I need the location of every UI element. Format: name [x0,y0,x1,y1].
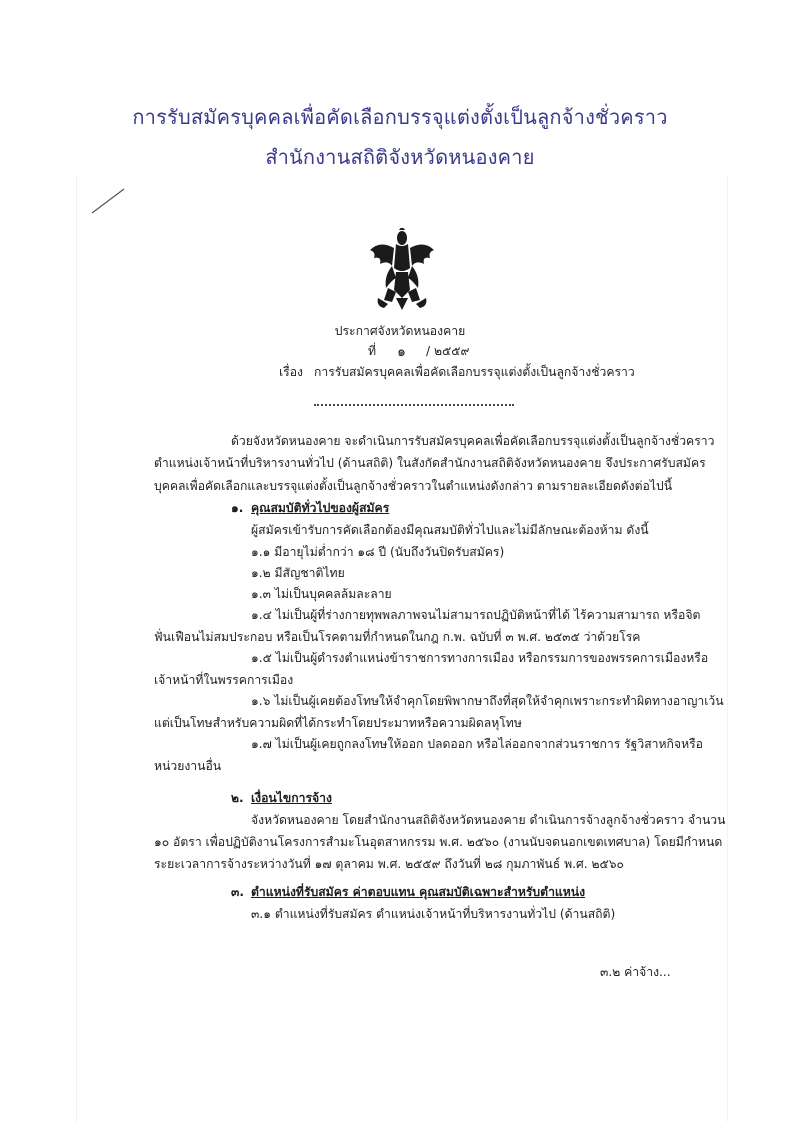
continuation-note: ๓.๒ ค่าจ้าง... [600,965,671,979]
pen-stroke-mark [90,186,130,216]
list-item: ๑.๓ ไม่เป็นบุคคลล้มละลาย [251,587,392,601]
section-lead: ผู้สมัครเข้ารับการคัดเลือกต้องมีคุณสมบัติทั่วไปและไม่มีลักษณะต้องห้าม ดังนี้ [251,523,649,537]
list-item: ๑.๒ มีสัญชาติไทย [251,566,345,580]
paragraph-line: จังหวัดหนองคาย โดยสำนักงานสถิติจังหวัดหนองคาย ดำเนินการจ้างลูกจ้างชั่วคราว จำนวน [251,813,726,827]
section-heading: เงื่อนไขการจ้าง [251,791,332,805]
section-number: ๑. [231,501,244,515]
intro-line: ด้วยจังหวัดหนองคาย จะดำเนินการรับสมัครบุคคลเพื่อคัดเลือกบรรจุแต่งตั้งเป็นลูกจ้างชั่วคราว [231,434,715,448]
section-heading: คุณสมบัติทั่วไปของผู้สมัคร [251,501,390,515]
list-item: ๑.๖ ไม่เป็นผู้เคยต้องโทษให้จำคุกโดยพิพากษาถึงที่สุดให้จำคุกเพราะกระทำผิดทางอาญาเว้น [251,694,724,708]
list-item: ๑.๕ ไม่เป็นผู้ดำรงตำแหน่งข้าราชการทางการเมือง หรือกรรมการของพรรคการเมืองหรือ [251,651,709,665]
page-title: การรับสมัครบุคคลเพื่อคัดเลือกบรรจุแต่งตั้งเป็นลูกจ้างชั่วคราว [132,105,668,129]
section-number: ๓. [231,885,244,899]
page-subtitle: สำนักงานสถิติจังหวัดหนองคาย [265,145,535,169]
separator-dotted-line [314,404,514,406]
list-item: ๓.๑ ตำแหน่งที่รับสมัคร ตำแหน่งเจ้าหน้าที่บริหารงานทั่วไป (ด้านสถิติ) [251,907,616,921]
garuda-emblem [366,228,438,312]
paragraph-line: ระยะเวลาการจ้างระหว่างวันที่ ๑๗ ตุลาคม พ.ศ. ๒๕๕๙ ถึงวันที่ ๒๘ กุมภาพันธ์ พ.ศ. ๒๕๖๐ [154,857,624,871]
list-item-continuation: ฟั่นเฟือนไม่สมประกอบ หรือเป็นโรคตามที่กำหนดในกฎ ก.พ. ฉบับที่ ๓ พ.ศ. ๒๕๓๕ ว่าด้วยโรค [154,630,641,644]
subject-label: เรื่อง [279,365,303,379]
announcement-number: ๑ [397,344,406,360]
list-item-continuation: หน่วยงานอื่น [154,759,222,773]
paragraph-line: ๑๐ อัตรา เพื่อปฏิบัติงานโครงการสำมะโนอุตสาหกรรม พ.ศ. ๒๕๖๐ (งานนับจดนอกเขตเทศบาล) โดยมีกำหนด [154,835,723,849]
list-item-continuation: แต่เป็นโทษสำหรับความผิดที่ได้กระทำโดยประมาทหรือความผิดลหุโทษ [154,716,522,730]
list-item: ๑.๑ มีอายุไม่ต่ำกว่า ๑๘ ปี (นับถึงวันปิดรับสมัคร) [251,545,505,559]
section-heading: ตำแหน่งที่รับสมัคร ค่าตอบแทน คุณสมบัติเฉพาะสำหรับตำแหน่ง [251,885,586,899]
announcement-year: / ๒๕๕๙ [426,344,470,358]
list-item-continuation: เจ้าหน้าที่ในพรรคการเมือง [154,673,294,687]
section-number: ๒. [231,791,244,805]
announcement-subject: การรับสมัครบุคคลเพื่อคัดเลือกบรรจุแต่งตั้งเป็นลูกจ้างชั่วคราว [314,365,635,379]
list-item: ๑.๔ ไม่เป็นผู้ที่ร่างกายทุพพลภาพจนไม่สามารถปฏิบัติหน้าที่ได้ ไร้ความสามารถ หรือจิต [251,608,701,622]
list-item: ๑.๗ ไม่เป็นผู้เคยถูกลงโทษให้ออก ปลดออก หรือไล่ออกจากส่วนราชการ รัฐวิสาหกิจหรือ [251,737,703,751]
announcement-issuer: ประกาศจังหวัดหนองคาย [334,324,466,338]
intro-line: ตำแหน่งเจ้าหน้าที่บริหารงานทั่วไป (ด้านสถิติ) ในสังกัดสำนักงานสถิติจังหวัดหนองคาย จึงประกาศรับสมัคร [154,456,706,470]
announcement-number-label: ที่ [368,344,377,358]
intro-line: บุคคลเพื่อคัดเลือกและบรรจุแต่งตั้งเป็นลูกจ้างชั่วคราวในตำแหน่งดังกล่าว ตามรายละเอียดดังต่อไปนี้ [154,479,673,493]
